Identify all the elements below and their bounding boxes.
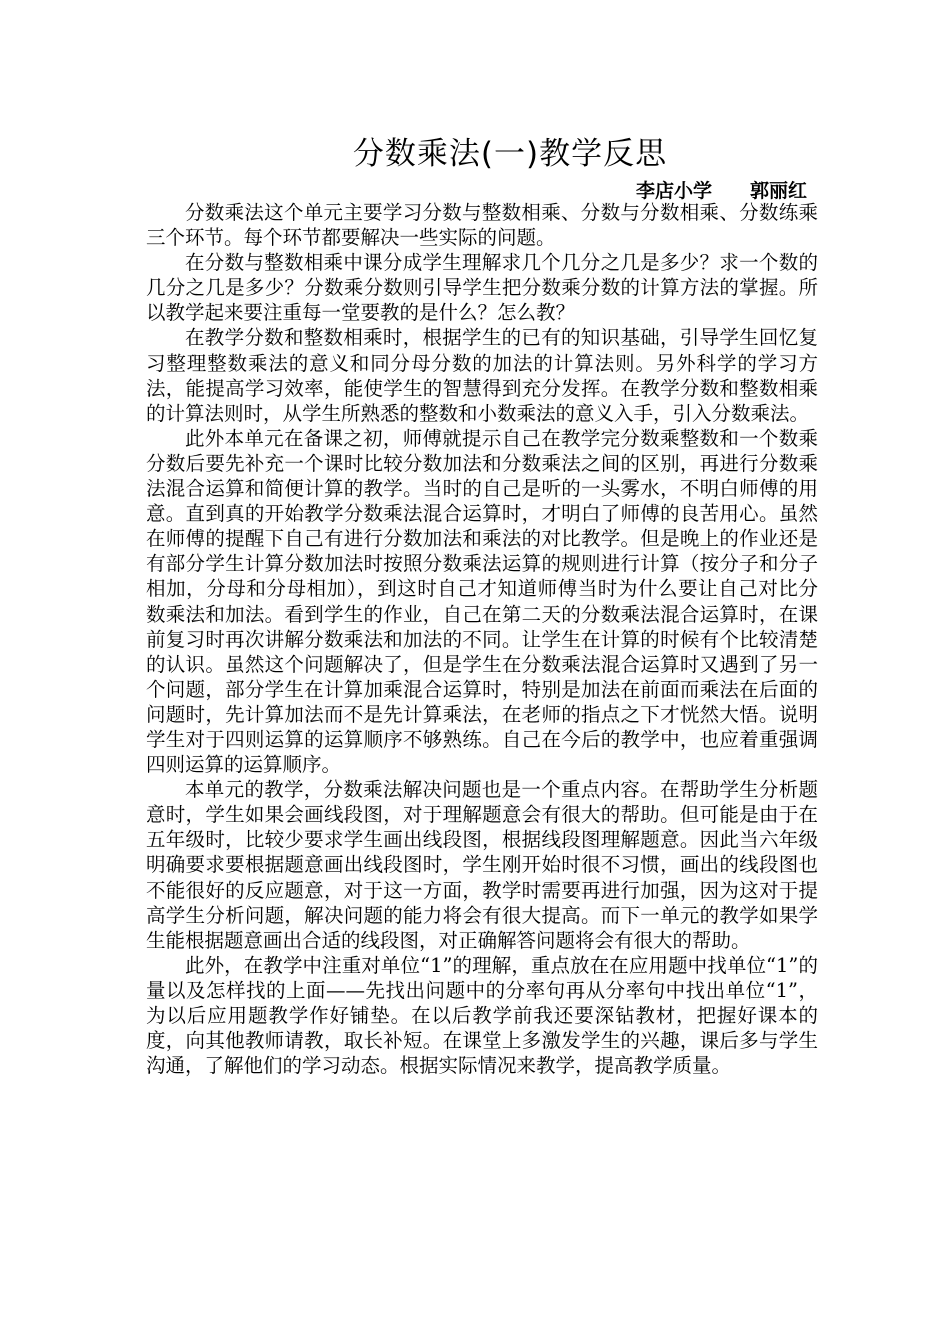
document-body — [146, 200, 818, 1078]
paragraph: 此外，在教学中注重对单位“1”的理解，重点放在在应用题中找单位“1”的量以及怎样找的上面——先找出问题中的分率句再从分率句中找出单位“1”，为以后应用题教学作好铺垫。在以后教学前我还要深钻教材，把握好课本的度，向其他教师请教，取长补短。在课堂上多激发学生的兴趣，课后多与学生沟通，了解他们的学习动态。根据实际情况来教学，提高教学质量。 — [146, 953, 818, 1078]
author-line: 李店小学 郭丽红 — [635, 180, 807, 202]
paragraph: 在分数与整数相乘中课分成学生理解求几个几分之几是多少？求一个数的几分之几是多少？分数乘分数则引导学生把分数乘分数的计算方法的掌握。所以教学起来要注重每一堂要教的是什么？怎么教？ — [146, 251, 818, 325]
paragraph: 在教学分数和整数相乘时，根据学生的已有的知识基础，引导学生回忆复习整理整数乘法的意义和同分母分数的加法的计算法则。另外科学的学习方法，能提高学习效率，能使学生的智慧得到充分发挥。在教学分数和整数相乘的计算法则时，从学生所熟悉的整数和小数乘法的意义入手，引入分数乘法。 — [146, 326, 818, 425]
paragraph: 本单元的教学，分数乘法解决问题也是一个重点内容。在帮助学生分析题意时，学生如果会画线段图，对于理解题意会有很大的帮助。但可能是由于在五年级时，比较少要求学生画出线段图，根据线段图理解题意。因此当六年级明确要求要根据题意画出线段图时，学生刚开始时很不习惯，画出的线段图也不能很好的反应题意，对于这一方面，教学时需要再进行加强，因为这对于提高学生分析问题，解决问题的能力将会有很大提高。而下一单元的教学如果学生能根据题意画出合适的线段图，对正确解答问题将会有很大的帮助。 — [146, 778, 818, 952]
document-title: 分数乘法(一)教学反思 — [352, 136, 668, 172]
paragraph: 此外本单元在备课之初，师傅就提示自己在教学完分数乘整数和一个数乘分数后要先补充一个课时比较分数加法和分数乘法之间的区别，再进行分数乘法混合运算和简便计算的教学。当时的自己是听的一头雾水，不明白师傅的用意。直到真的开始教学分数乘法混合运算时，才明白了师傅的良苦用心。虽然在师傅的提醒下自己有进行分数加法和乘法的对比教学。但是晚上的作业还是有部分学生计算分数加法时按照分数乘法运算的规则进行计算（按分子和分子相加，分母和分母相加），到这时自己才知道师傅当时为什么要让自己对比分数乘法和加法。看到学生的作业，自己在第二天的分数乘法混合运算时，在课前复习时再次讲解分数乘法和加法的不同。让学生在计算的时候有个比较清楚的认识。虽然这个问题解决了，但是学生在分数乘法混合运算时又遇到了另一个问题，部分学生在计算加乘混合运算时，特别是加法在前面而乘法在后面的问题时，先计算加法而不是先计算乘法，在老师的指点之下才恍然大悟。说明学生对于四则运算的运算顺序不够熟练。自己在今后的教学中，也应着重强调四则运算的运算顺序。 — [146, 426, 818, 777]
paragraph: 分数乘法这个单元主要学习分数与整数相乘、分数与分数相乘、分数练乘三个环节。每个环节都要解决一些实际的问题。 — [146, 201, 818, 250]
